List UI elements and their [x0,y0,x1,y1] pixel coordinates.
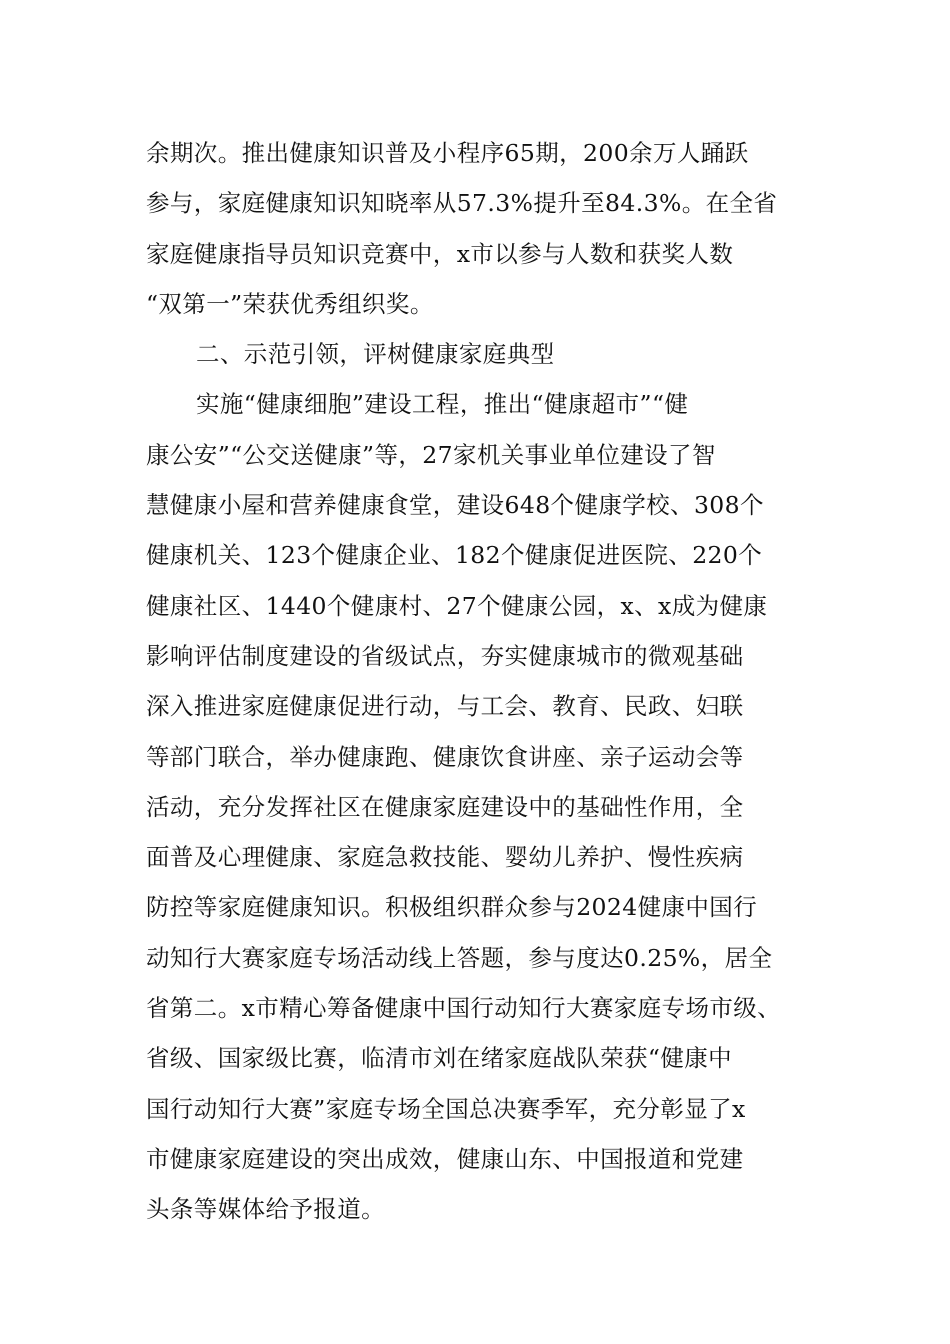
text-line: 活动，充分发挥社区在健康家庭建设中的基础性作用，全 [146,792,744,821]
text-line: 健康社区、1440个健康村、27个健康公园，x、x成为健康 [146,591,768,620]
text-line: 防控等家庭健康知识。积极组织群众参与2024健康中国行 [146,893,758,922]
text-line: 等部门联合，举办健康跑、健康饮食讲座、亲子运动会等 [146,742,744,771]
text-line: 影响评估制度建设的省级试点，夯实健康城市的微观基础 [146,641,744,670]
text-line: 省第二。x市精心筹备健康中国行动知行大赛家庭专场市级、 [146,994,782,1023]
paragraph-first-line: 实施“健康细胞”建设工程，推出“健康超市”“健 [196,390,689,419]
text-line: 市健康家庭建设的突出成效，健康山东、中国报道和党建 [146,1144,744,1173]
text-line: 动知行大赛家庭专场活动线上答题，参与度达0.25%，居全 [146,943,773,972]
text-line: 健康机关、123个健康企业、182个健康促进医院、220个 [146,541,763,570]
document-body [146,128,836,1235]
text-line: 深入推进家庭健康促进行动，与工会、教育、民政、妇联 [146,692,744,721]
text-line: 康公安”“公交送健康”等，27家机关事业单位建设了智 [146,440,716,469]
text-line: “双第一”荣获优秀组织奖。 [146,289,434,318]
section-heading: 二、示范引领，评树健康家庭典型 [196,340,555,369]
text-line: 家庭健康指导员知识竞赛中，x市以参与人数和获奖人数 [146,239,734,268]
text-line: 参与，家庭健康知识知晓率从57.3%提升至84.3%。在全省 [146,189,778,218]
text-line: 余期次。推出健康知识普及小程序65期，200余万人踊跃 [146,139,749,167]
text-line: 面普及心理健康、家庭急救技能、婴幼儿养护、慢性疾病 [146,843,744,872]
text-line: 国行动知行大赛”家庭专场全国总决赛季军，充分彰显了x [146,1094,746,1123]
text-line: 慧健康小屋和营养健康食堂，建设648个健康学校、308个 [146,491,764,520]
text-line: 省级、国家级比赛，临清市刘在绪家庭战队荣获“健康中 [146,1044,733,1073]
text-line: 头条等媒体给予报道。 [146,1195,385,1224]
